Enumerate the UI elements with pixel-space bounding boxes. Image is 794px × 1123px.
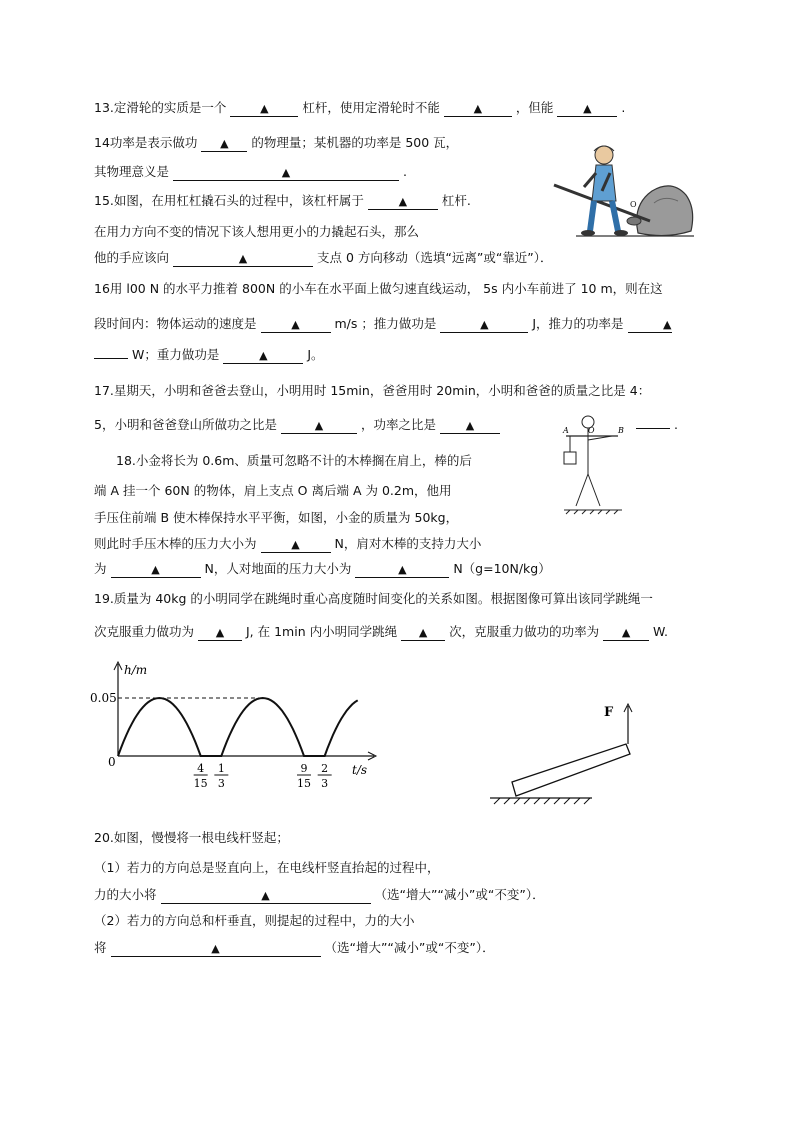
answer-blank[interactable]: ▲ [201,137,247,152]
answer-blank[interactable]: ▲ [173,166,399,181]
answer-blank[interactable]: ▲ [261,318,331,333]
question-18-line2: 端 A 挂一个 60N 的物体，肩上支点 O 离后端 A 为 0.2m，他用 [94,483,452,498]
answer-blank-part2[interactable] [94,358,128,359]
question-18-line5: 为 ▲ N，人对地面的压力大小为 ▲ N（g=10N/kg） [94,561,551,576]
answer-blank[interactable]: ▲ [281,419,357,434]
point-o-label: O [588,426,595,435]
question-18-line3: 手压住前端 B 使木棒保持水平平衡，如图，小金的质量为 50kg， [94,510,459,525]
ground-hatch [494,798,590,804]
origin-label: 0 [108,755,116,769]
question-14-line1: 14功率是表示做功 ▲ 的物理量；某机器的功率是 500 瓦， [94,135,459,150]
x-tick-label-den: 15 [193,777,208,790]
rock [637,186,693,236]
hanging-weight [564,452,576,464]
person-leg-left [590,201,594,231]
question-16-line3: W；重力做功是 ▲ J。 [94,347,324,364]
y-axis-label: h/m [124,663,148,677]
person-shoe-right [614,230,628,236]
answer-blank[interactable]: ▲ [111,563,201,578]
question-15-line2: 在用力方向不变的情况下该人想用更小的力撬起石头，那么 [94,224,420,239]
question-18-line1: 18.小金将长为 0.6m、质量可忽略不计的木棒搁在肩上，棒的后 [116,453,472,468]
figure-leg-right [588,474,600,506]
x-tick-label-num: 9 [300,762,308,775]
question-13: 13.定滑轮的实质是一个 ▲ 杠杆，使用定滑轮时不能 ▲ ，但能 ▲ . [94,100,626,115]
figure-leg-left [576,474,588,506]
point-b-label: B [618,426,624,435]
x-tick-label-den: 3 [321,777,329,790]
question-20-line4: （2）若力的方向总和杆垂直，则提起的过程中，力的大小 [94,913,415,928]
question-20-line5: 将 ▲ （选“增大”“减小”或“不变”）． [94,940,495,955]
answer-blank[interactable]: ▲ [161,889,371,904]
question-17-line2: 5，小明和爸爸登山所做功之比是 ▲ ，功率之比是 ▲ [94,417,500,434]
answer-blank[interactable]: ▲ [198,626,242,641]
x-tick-label-num: 2 [321,762,329,775]
answer-blank[interactable]: ▲ [223,349,303,364]
question-14-line2: 其物理意义是 ▲ . [94,164,407,179]
answer-blank[interactable]: ▲ [355,563,449,578]
answer-blank[interactable]: ▲ [603,626,649,641]
x-tick-label-num: 4 [197,762,205,775]
question-19-line2: 次克服重力做功为 ▲ J, 在 1min 内小明同学跳绳 ▲ 次，克服重力做功的功率为 ▲ W. [94,624,668,639]
height-curve [118,698,358,756]
question-18-line4: 则此时手压木棒的压力大小为 ▲ N，肩对木棒的支持力大小 [94,536,482,551]
pivot-label: O [630,200,637,209]
person-head [595,146,613,164]
answer-blank[interactable]: ▲ [557,102,617,117]
lever-rock-figure [546,143,696,243]
x-axis-label: t/s [352,763,368,777]
answer-blank[interactable]: ▲ [401,626,445,641]
height-time-chart [88,656,388,796]
ground-hatch [566,510,618,514]
answer-blank[interactable]: ▲ [261,538,331,553]
question-19-line1: 19.质量为 40kg 的小明同学在跳绳时重心高度随时间变化的关系如图。根据图像可算出该同学跳绳一 [94,591,653,606]
answer-blank[interactable]: ▲ [173,252,313,267]
answer-blank[interactable]: ▲ [444,102,512,117]
question-20-line2: （1）若力的方向总是竖直向上，在电线杆竖直抬起的过程中， [94,860,440,875]
pole [512,744,630,796]
person-shoe-left [581,230,595,236]
point-a-label: A [563,426,569,435]
answer-blank[interactable]: ▲ [111,942,321,957]
answer-blank[interactable]: ▲ [440,419,500,434]
answer-blank[interactable]: ▲ [440,318,528,333]
answer-blank-part1[interactable]: ▲ [628,318,672,333]
pole-raising-figure [488,700,638,810]
question-20-line1: 20.如图，慢慢将一根电线杆竖起； [94,830,289,845]
question-16-line2: 段时间内：物体运动的速度是 ▲ m/s ；推力做功是 ▲ J，推力的功率是 ▲ [94,316,672,331]
y-tick-label: 0.05 [90,691,117,705]
question-15-line3: 他的手应该向 ▲ 支点 0 方向移动（选填“远离”或“靠近”）． [94,250,553,265]
shoulder-stick-figure [560,414,630,518]
x-tick-label-num: 1 [217,762,225,775]
question-15-line1: 15.如图，在用杠杠撬石头的过程中，该杠杆属于 ▲ 杠杆. [94,193,471,208]
question-17-tail: . [636,417,678,433]
person-leg-right [612,201,618,231]
question-17-line1: 17.星期天，小明和爸爸去登山，小明用时 15min，爸爸用时 20min，小明和爸爸的质量之比是 4： [94,383,651,398]
force-label: F [604,705,614,720]
x-tick-label-den: 15 [297,777,311,790]
answer-blank[interactable]: ▲ [368,195,438,210]
answer-blank-part2[interactable] [636,428,670,429]
question-16-line1: 16用 l00 N 的水平力推着 800N 的小车在水平面上做匀速直线运动， 5s 内小车前进了 10 m，则在这 [94,281,663,296]
answer-blank[interactable]: ▲ [230,102,298,117]
x-tick-label-den: 3 [217,777,225,790]
question-20-line3: 力的大小将 ▲ （选“增大”“减小”或“不变”）． [94,887,545,902]
